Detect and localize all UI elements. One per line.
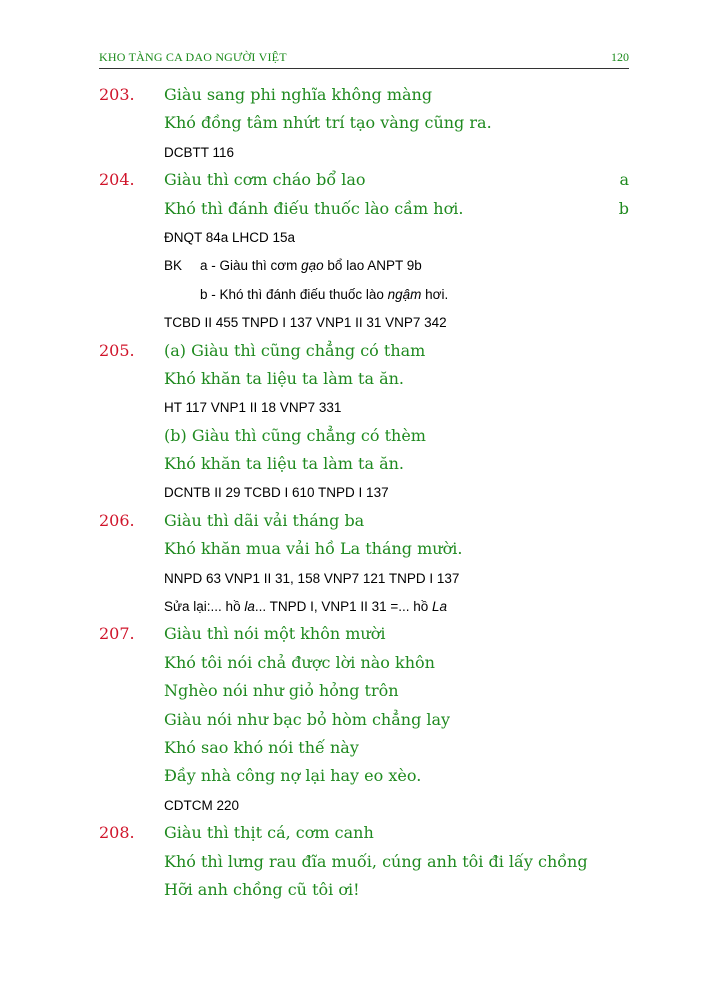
verse-text: Đầy nhà công nợ lại hay eo xèo. <box>164 766 422 786</box>
book-title: KHO TÀNG CA DAO NGƯỜI VIỆT <box>99 50 287 64</box>
verse-line <box>99 510 629 538</box>
source-ref: TCBD II 455 TNPD I 137 VNP1 II 31 VNP7 342 <box>164 315 447 331</box>
source-ref: CDTCM 220 <box>164 797 240 813</box>
variant-mark: b <box>618 198 629 218</box>
variant-note: b - Khó thì đánh điếu thuốc lào ngậm hơi. <box>200 286 449 302</box>
entry-number: 206. <box>99 510 135 530</box>
correction-line <box>99 595 629 623</box>
verse-line <box>99 737 629 765</box>
verse-line <box>99 368 629 396</box>
entry-number: 204. <box>99 170 135 190</box>
source-line <box>99 311 629 339</box>
correction-note: Sửa lại:... hồ la... TNPD I, VNP1 II 31 =... hồ La <box>164 599 448 615</box>
source-line <box>99 141 629 169</box>
verse-text: (b) Giàu thì cũng chẳng có thèm <box>164 425 426 445</box>
verse-line <box>99 198 629 226</box>
verse-text: Khó khăn ta liệu ta làm ta ăn. <box>164 454 405 474</box>
verse-line <box>99 851 629 879</box>
entry-number: 207. <box>99 624 135 644</box>
verse-text: Khó khăn ta liệu ta làm ta ăn. <box>164 368 405 388</box>
running-header <box>99 48 629 69</box>
verse-text: (a) Giàu thì cũng chẳng có tham <box>164 340 426 360</box>
source-ref: DCBTT 116 <box>164 144 235 160</box>
verse-text: Khó sao khó nói thế này <box>164 737 359 757</box>
verse-line <box>99 680 629 708</box>
page-content <box>99 84 629 907</box>
verse-text: Giàu nói như bạc bỏ hòm chẳng lay <box>164 709 451 729</box>
source-ref: DCNTB II 29 TCBD I 610 TNPD I 137 <box>164 485 389 501</box>
verse-text: Giàu sang phi nghĩa không màng <box>164 85 433 104</box>
verse-line <box>99 879 629 907</box>
page-number: 120 <box>611 50 629 64</box>
entry-number: 205. <box>99 340 135 360</box>
source-ref: ĐNQT 84a LHCD 15a <box>164 229 296 245</box>
verse-text: Nghèo nói như giỏ hỏng trôn <box>164 681 399 701</box>
entry-number: 208. <box>99 823 135 843</box>
verse-line <box>99 340 629 368</box>
source-line <box>99 481 629 509</box>
source-line <box>99 226 629 254</box>
verse-line <box>99 169 629 197</box>
verse-line <box>99 453 629 481</box>
verse-line <box>99 84 629 112</box>
verse-line <box>99 652 629 680</box>
verse-text: Hỡi anh chồng cũ tôi ơi! <box>164 879 360 899</box>
verse-text: Khó khăn mua vải hồ La tháng mười. <box>164 539 463 559</box>
entry-number: 203. <box>99 85 135 104</box>
verse-text: Khó thì đánh điếu thuốc lào cầm hơi. <box>164 198 464 218</box>
source-line <box>99 567 629 595</box>
source-ref: NNPD 63 VNP1 II 31, 158 VNP7 121 TNPD I 137 <box>164 570 460 586</box>
verse-text: Giàu thì dãi vải tháng ba <box>164 510 365 530</box>
verse-line <box>99 709 629 737</box>
verse-text: Khó đồng tâm nhứt trí tạo vàng cũng ra. <box>164 113 492 133</box>
source-ref: HT 117 VNP1 II 18 VNP7 331 <box>164 400 342 416</box>
verse-line <box>99 822 629 850</box>
verse-text: Khó thì lưng rau đĩa muối, cúng anh tôi đi lấy chồng <box>164 851 588 871</box>
verse-line <box>99 623 629 651</box>
verse-line <box>99 538 629 566</box>
source-line <box>99 396 629 424</box>
variant-line <box>99 254 629 282</box>
verse-text: Giàu thì cơm cháo bổ lao <box>164 170 366 190</box>
variant-note: BK a - Giàu thì cơm gạo bổ lao ANPT 9b <box>164 256 422 276</box>
verse-text: Khó tôi nói chả được lời nào khôn <box>164 652 435 672</box>
verse-line <box>99 425 629 453</box>
verse-line <box>99 765 629 793</box>
verse-text: Giàu thì thịt cá, cơm canh <box>164 823 374 843</box>
variant-tag: BK <box>164 258 183 274</box>
source-line <box>99 794 629 822</box>
variant-mark: a <box>619 170 629 190</box>
variant-line <box>99 283 629 311</box>
verse-line <box>99 112 629 140</box>
verse-text: Giàu thì nói một khôn mười <box>164 624 386 644</box>
